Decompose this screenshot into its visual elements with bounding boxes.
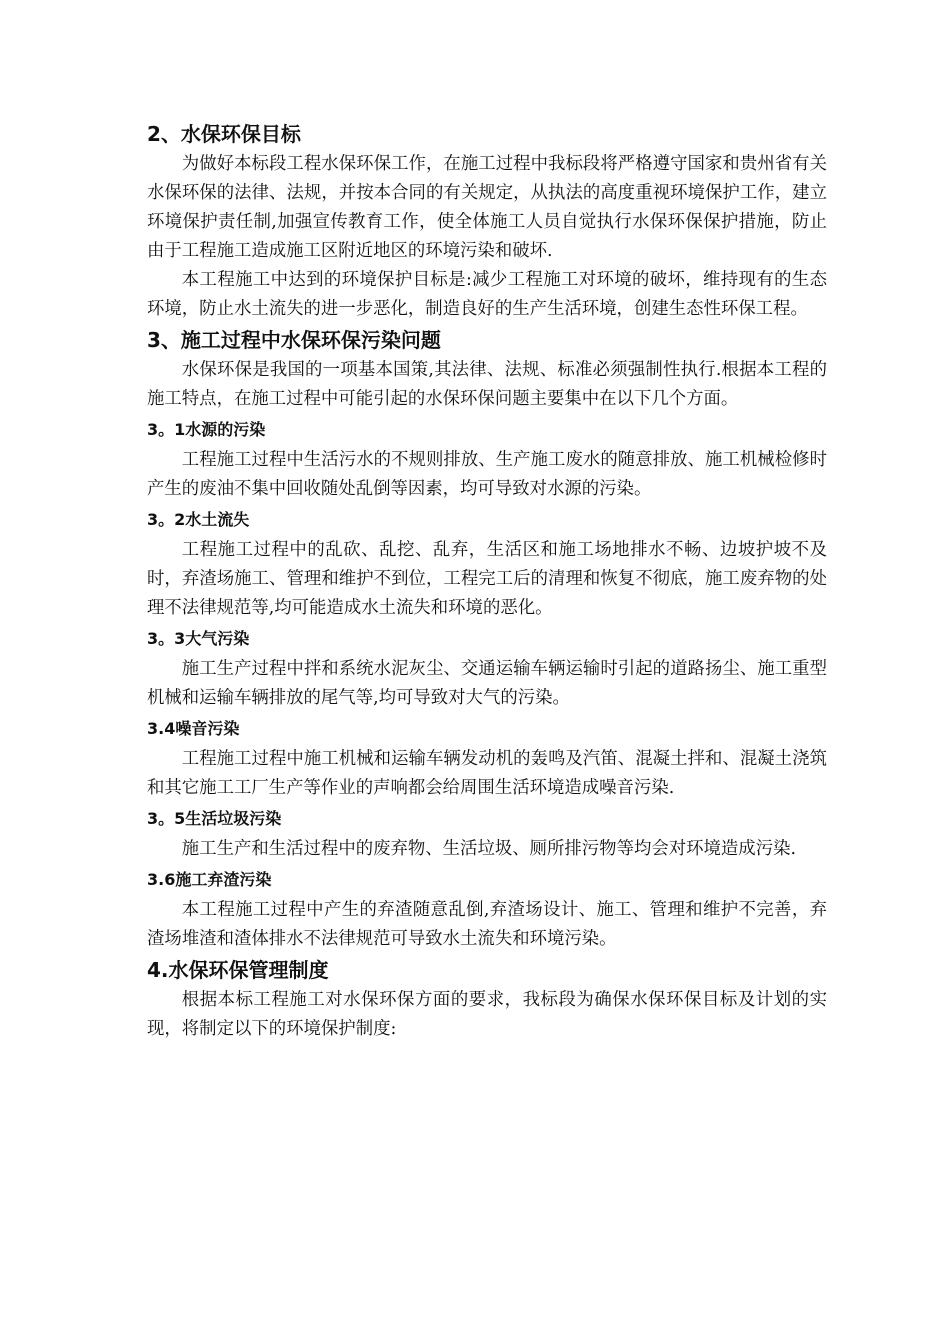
subsection-3-4-text: 工程施工过程中施工机械和运输车辆发动机的轰鸣及汽笛、混凝土拌和、混凝土浇筑和其它施工工厂生产等作业的声响都会给周围生活环境造成噪音污染. — [147, 749, 827, 798]
subsection-3-4-heading: 3.4噪音污染 — [147, 719, 240, 738]
subsection-3-3-heading: 3。3大气污染 — [147, 629, 250, 648]
subsection-3-1-text: 工程施工过程中生活污水的不规则排放、生产施工废水的随意排放、施工机械检修时产生的废油不集中回收随处乱倒等因素，均可导致对水源的污染。 — [147, 450, 827, 499]
section-2-paragraph-1: 为做好本标段工程水保环保工作，在施工过程中我标段将严格遵守国家和贵州省有关水保环保的法律、法规，并按本合同的有关规定，从执法的高度重视环境保护工作，建立环境保护责任制,加强宣传教育工作，使全体施工人员自觉执行水保环保保护措施，防止由于工程施工造成施工区附近地区的环境污染和破坏. — [147, 154, 827, 261]
subsection-3-2-heading: 3。2水土流失 — [147, 510, 250, 529]
subsection-3-3-text: 施工生产过程中拌和系统水泥灰尘、交通运输车辆运输时引起的道路扬尘、施工重型机械和运输车辆排放的尾气等,均可导致对大气的污染。 — [147, 659, 827, 708]
subsection-3-6-text: 本工程施工过程中产生的弃渣随意乱倒,弃渣场设计、施工、管理和维护不完善，弃渣场堆渣和渣体排水不法律规范可导致水土流失和环境污染。 — [147, 900, 827, 949]
subsection-3-1-heading: 3。1水源的污染 — [147, 420, 266, 439]
section-2-heading: 2、水保环保目标 — [147, 122, 301, 146]
section-4-heading: 4.水保环保管理制度 — [147, 958, 329, 982]
subsection-3-2-text: 工程施工过程中的乱砍、乱挖、乱弃，生活区和施工场地排水不畅、边坡护坡不及时，弃渣场施工、管理和维护不到位，工程完工后的清理和恢复不彻底，施工废弃物的处理不法律规范等,均可能造成水土流失和环境的恶化。 — [147, 540, 827, 618]
document-page — [147, 118, 827, 1044]
section-2-paragraph-2: 本工程施工中达到的环境保护目标是:减少工程施工对环境的破坏，维持现有的生态环境，防止水土流失的进一步恶化，制造良好的生产生活环境，创建生态性环保工程。 — [147, 270, 827, 319]
subsection-3-6-heading: 3.6施工弃渣污染 — [147, 870, 272, 889]
section-3-heading: 3、施工过程中水保环保污染问题 — [147, 328, 441, 352]
subsection-3-5-text: 施工生产和生活过程中的废弃物、生活垃圾、厕所排污物等均会对环境造成污染. — [181, 839, 797, 859]
subsection-3-5-heading: 3。5生活垃圾污染 — [147, 809, 282, 828]
section-4-paragraph-1: 根据本标工程施工对水保环保方面的要求，我标段为确保水保环保目标及计划的实现，将制定以下的环境保护制度: — [147, 990, 827, 1039]
section-3-paragraph-1: 水保环保是我国的一项基本国策,其法律、法规、标准必须强制性执行.根据本工程的施工特点，在施工过程中可能引起的水保环保问题主要集中在以下几个方面。 — [147, 360, 827, 409]
